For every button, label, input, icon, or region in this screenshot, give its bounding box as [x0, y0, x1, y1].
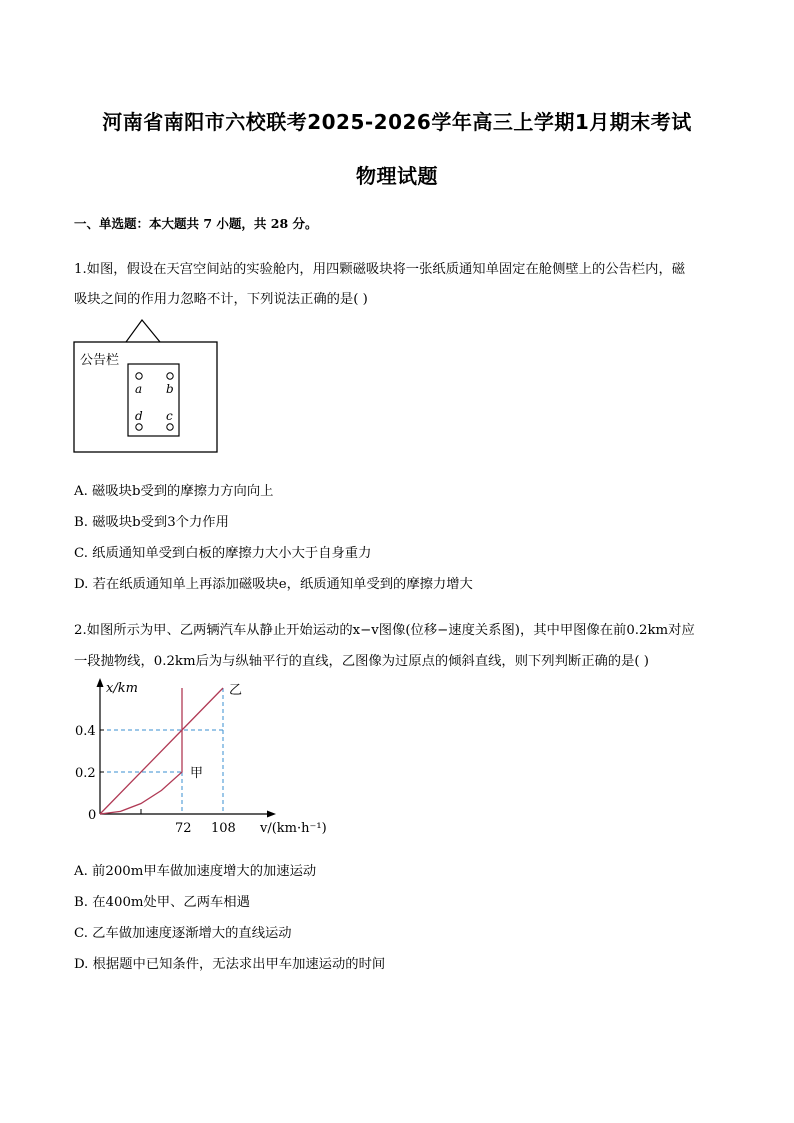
section-header: 一、单选题：本大题共 7 小题，共 28 分。: [74, 216, 318, 231]
board-hanger: [126, 320, 160, 342]
magnet-d-label: d: [135, 409, 143, 423]
q1-option-a: A. 磁吸块b受到的摩擦力方向向上: [74, 484, 274, 499]
q2-option-d: D. 根据题中已知条件，无法求出甲车加速运动的时间: [74, 957, 386, 972]
x-tick-label-108: 108: [211, 821, 236, 836]
magnet-a-label: a: [135, 382, 143, 396]
magnet-b-label: b: [166, 382, 174, 396]
board-label: 公告栏: [80, 353, 120, 368]
series-yi-label: 乙: [229, 683, 243, 698]
q1-stem-line2: 吸块之间的作用力忽略不计，下列说法正确的是( ): [74, 292, 368, 307]
q2-option-b: B. 在400m处甲、乙两车相遇: [74, 895, 250, 910]
magnet-a: [136, 373, 142, 379]
q1-stem-line1: 1.如图，假设在天宫空间站的实验舱内，用四颗磁吸块将一张纸质通知单固定在舱侧壁上的公告栏内，磁: [74, 262, 686, 277]
q2-stem-line2: 一段抛物线，0.2km后为与纵轴平行的直线，乙图像为过原点的倾斜直线，则下列判断正确的是( ): [74, 654, 649, 669]
x-axis-arrow: [267, 811, 276, 818]
document-subtitle: 物理试题: [356, 164, 438, 188]
origin-label: 0: [88, 808, 97, 823]
q2-option-a: A. 前200m甲车做加速度增大的加速运动: [74, 864, 317, 879]
series-jia-label: 甲: [190, 766, 204, 781]
series-jia-line: [100, 688, 182, 814]
bulletin-board-figure: [70, 316, 222, 456]
q1-option-d: D. 若在纸质通知单上再添加磁吸块e，纸质通知单受到的摩擦力增大: [74, 577, 473, 592]
y-axis-arrow: [97, 678, 104, 687]
xv-graph: [70, 672, 340, 842]
magnet-c: [167, 424, 173, 430]
magnet-c-label: c: [166, 409, 173, 423]
document-title: 河南省南阳市六校联考2025-2026学年高三上学期1月期末考试: [102, 110, 692, 134]
x-axis-label: v/(km·h⁻¹): [260, 821, 327, 836]
y-tick-label-0.2: 0.2: [75, 766, 96, 781]
series-yi-line: [100, 688, 223, 814]
magnet-d: [136, 424, 142, 430]
q2-stem-line1: 2.如图所示为甲、乙两辆汽车从静止开始运动的x−v图像(位移−速度关系图)，其中甲图像在前0.2km对应: [74, 623, 695, 638]
y-tick-label-0.4: 0.4: [75, 724, 96, 739]
q1-option-b: B. 磁吸块b受到3个力作用: [74, 515, 229, 530]
y-axis-label: x/km: [106, 681, 138, 696]
q2-option-c: C. 乙车做加速度逐渐增大的直线运动: [74, 926, 292, 941]
magnet-b: [167, 373, 173, 379]
q1-option-c: C. 纸质通知单受到白板的摩擦力大小大于自身重力: [74, 546, 372, 561]
x-tick-label-72: 72: [175, 821, 192, 836]
